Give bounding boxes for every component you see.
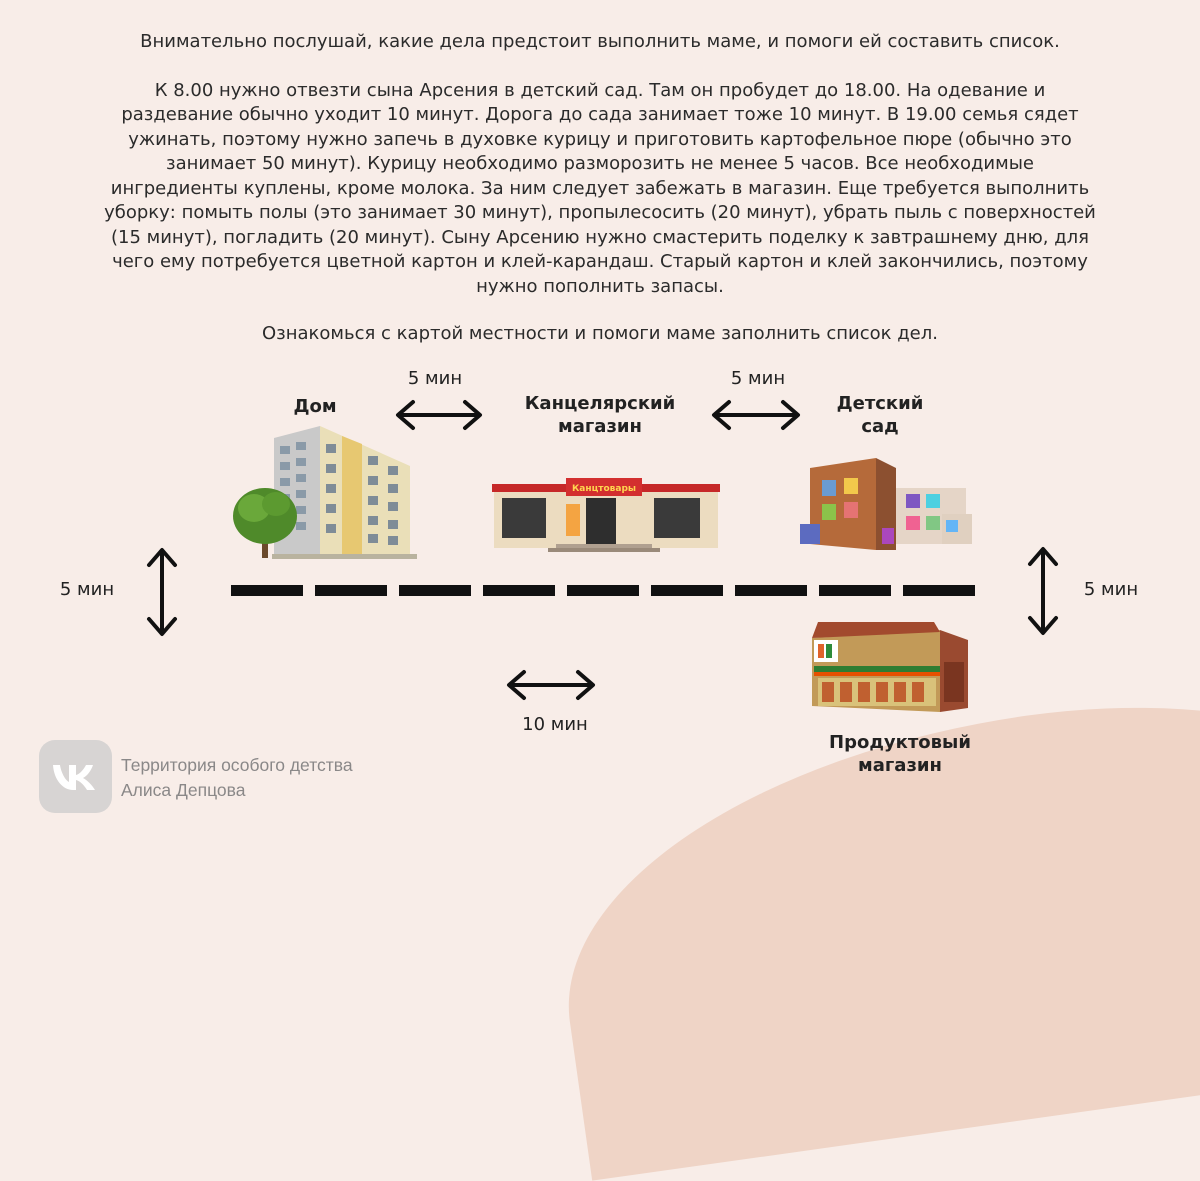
footer-line2: Алиса Депцова	[121, 780, 246, 800]
road-dash	[903, 585, 975, 596]
label-kindergarten-line2: сад	[861, 416, 899, 437]
kindergarten-building-icon	[796, 458, 976, 550]
double-arrow-horizontal-icon	[709, 398, 803, 432]
road-dash	[567, 585, 639, 596]
double-arrow-vertical-icon	[145, 545, 179, 639]
road-dash	[651, 585, 723, 596]
vk-logo-icon	[39, 740, 112, 813]
grocery-shop-icon	[806, 622, 974, 714]
vk-glyph-icon	[51, 762, 101, 792]
story-line: занимает 50 минут). Курицу необходимо разморозить не менее 5 часов. Все необходимые	[166, 153, 1034, 174]
story-line: раздевание обычно уходит 10 минут. Дорога до сада занимает тоже 10 минут. В 19.00 семья сядет	[121, 104, 1079, 125]
instruction-text: Ознакомься с картой местности и помоги маме заполнить список дел.	[262, 323, 938, 344]
intro-text: Внимательно послушай, какие дела предстоит выполнить маме, и помоги ей составить список.	[140, 31, 1060, 52]
road-dash	[483, 585, 555, 596]
time-right-vertical: 5 мин	[1083, 579, 1139, 600]
road-dash	[231, 585, 303, 596]
story-line: ингредиенты куплены, кроме молока. За ним следует забежать в магазин. Еще требуется выполнить	[110, 178, 1090, 199]
double-arrow-horizontal-icon	[504, 668, 598, 702]
label-grocery	[800, 731, 1000, 777]
time-home-stationery: 5 мин	[407, 368, 463, 389]
label-kindergarten-line1: Детский	[836, 393, 924, 414]
label-home-text: Дом	[293, 396, 337, 417]
label-grocery-line1: Продуктовый	[829, 732, 971, 753]
shop-sign-text: Канцтовары	[571, 484, 637, 494]
story-line: ужинать, поэтому нужно запечь в духовке курицу и приготовить картофельное пюре (обычно это	[128, 129, 1072, 150]
double-arrow-vertical-icon	[1026, 544, 1060, 638]
road-dash	[399, 585, 471, 596]
label-kindergarten	[810, 392, 950, 438]
story-line: нужно пополнить запасы.	[476, 276, 724, 297]
label-stationery-line2: магазин	[558, 416, 642, 437]
label-grocery-line2: магазин	[858, 755, 942, 776]
label-stationery	[500, 392, 700, 438]
time-stationery-kindergarten: 5 мин	[730, 368, 786, 389]
time-left-vertical: 5 мин	[59, 579, 115, 600]
road-dash	[315, 585, 387, 596]
footer-line1: Территория особого детства	[121, 755, 353, 775]
label-home	[270, 395, 360, 418]
time-bottom: 10 мин	[522, 714, 588, 735]
road-dash	[819, 585, 891, 596]
story-line: чего ему потребуется цветной картон и клей-карандаш. Старый картон и клей закончились, поэтому	[112, 251, 1088, 272]
stationery-shop-icon	[492, 474, 720, 552]
story-line: уборку: помыть полы (это занимает 30 минут), пропылесосить (20 минут), убрать пыль с поверхностей	[104, 202, 1096, 223]
story-line: К 8.00 нужно отвезти сына Арсения в детский сад. Там он пробудет до 18.00. На одевание и	[154, 80, 1046, 101]
label-stationery-line1: Канцелярский	[524, 393, 676, 414]
home-building-icon	[232, 418, 417, 560]
story-line: (15 минут), погладить (20 минут). Сыну Арсению нужно смастерить поделку к завтрашнему дню, для	[111, 227, 1089, 248]
road-dash	[735, 585, 807, 596]
